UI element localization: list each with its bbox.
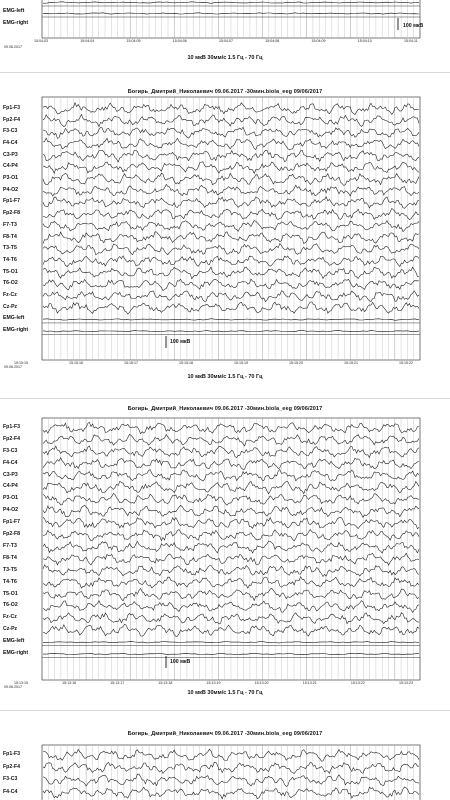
time-tick-label: 15:15:15 xyxy=(14,361,28,365)
time-tick-label: 15:13:17 xyxy=(110,681,125,685)
recording-parameters: 10 мкВ 30мм/с 1.5 Гц - 70 Гц xyxy=(187,374,263,380)
page-title: Богирь_Дмитрий_Николаевич 09.06.2017 -30мин.biola_eeg 09/06/2017 xyxy=(127,406,323,412)
channel-label: P4-O2 xyxy=(3,507,18,514)
channel-label: F3-C3 xyxy=(3,776,18,783)
channel-label: F4-C4 xyxy=(3,788,18,795)
time-tick-label: 15:15:22 xyxy=(399,361,413,365)
time-tick-label: 15:13:23 xyxy=(399,681,413,685)
eeg-page-4 xyxy=(0,712,450,800)
channel-label: T4-T6 xyxy=(3,256,17,263)
page-separator xyxy=(0,398,450,399)
record-date: 09.06.2017 xyxy=(4,45,22,49)
page-separator xyxy=(0,72,450,73)
time-tick-label: 15:13:19 xyxy=(206,681,221,685)
channel-label: Fp1-F7 xyxy=(3,519,21,526)
channel-label: F8-T4 xyxy=(3,554,17,561)
time-tick-label: 15:13:22 xyxy=(350,681,365,685)
eeg-page-2 xyxy=(0,80,450,400)
channel-label: Cz-Pz xyxy=(3,303,18,310)
time-tick-label: 15:04:06 xyxy=(172,39,187,43)
channel-label: Fp1-F3 xyxy=(3,104,21,111)
channel-label: F7-T3 xyxy=(3,542,17,549)
channel-label: T3-T5 xyxy=(3,245,17,252)
time-tick-label: 15:13:16 xyxy=(62,681,77,685)
channel-label: Cz-Pz xyxy=(3,626,18,633)
channel-label: P4-O2 xyxy=(3,186,18,193)
channel-label: C4-P4 xyxy=(3,163,18,170)
record-date: 09.06.2017 xyxy=(4,685,22,689)
eeg-trace-area-3 xyxy=(0,400,450,700)
time-tick-label: 15:04:11 xyxy=(404,39,418,43)
amplitude-scale-label: 100 мкВ xyxy=(170,339,191,345)
channel-label: P3-O1 xyxy=(3,495,18,502)
amplitude-scale-label: 100 мкВ xyxy=(170,659,191,665)
time-tick-label: 15:13:20 xyxy=(254,681,269,685)
channel-label: F3-C3 xyxy=(3,128,18,135)
channel-label: T4-T6 xyxy=(3,578,17,585)
channel-label: T6-O2 xyxy=(3,280,18,287)
time-tick-label: 15:04:04 xyxy=(80,39,95,43)
channel-label: F4-C4 xyxy=(3,459,18,466)
channel-label: Fp2-F4 xyxy=(3,116,21,123)
time-tick-label: 15:13:18 xyxy=(158,681,173,685)
time-tick-label: 15:15:20 xyxy=(289,361,303,365)
time-tick-label: 15:04:07 xyxy=(219,39,233,43)
recording-parameters: 10 мкВ 30мм/с 1.5 Гц - 70 Гц xyxy=(187,690,263,696)
time-tick-label: 15:15:16 xyxy=(69,361,83,365)
channel-label: Fp1-F3 xyxy=(3,423,21,430)
channel-label: P3-O1 xyxy=(3,175,18,182)
channel-label: T5-O1 xyxy=(3,590,18,597)
channel-label: Fp2-F8 xyxy=(3,531,21,538)
channel-label: T5-O1 xyxy=(3,268,18,275)
channel-label: Fp2-F8 xyxy=(3,210,21,217)
channel-label: F7-T3 xyxy=(3,221,17,228)
channel-label: C3-P3 xyxy=(3,151,18,158)
eeg-page-1 xyxy=(0,0,450,72)
channel-label: Fp2-F4 xyxy=(3,435,21,442)
eeg-page-3 xyxy=(0,400,450,700)
channel-label: Fp1-F7 xyxy=(3,198,21,205)
channel-label: EMG-left xyxy=(3,638,25,645)
channel-label: EMG-left xyxy=(3,315,25,322)
channel-label: T3-T5 xyxy=(3,566,17,573)
time-tick-label: 15:04:05 xyxy=(126,39,141,43)
recording-parameters: 10 мкВ 30мм/с 1.5 Гц - 70 Гц xyxy=(187,55,263,61)
page-title: Богирь_Дмитрий_Николаевич 09.06.2017 -30мин.biola_eeg 09/06/2017 xyxy=(127,89,323,95)
time-tick-label: 15:13:15 xyxy=(14,681,28,685)
time-tick-label: 15:04:10 xyxy=(357,39,372,43)
channel-label: F8-T4 xyxy=(3,233,17,240)
channel-label: EMG-right xyxy=(3,327,29,334)
time-tick-label: 15:15:21 xyxy=(344,361,358,365)
time-tick-label: 15:04:08 xyxy=(265,39,280,43)
channel-label: F3-C3 xyxy=(3,447,18,454)
channel-label: EMG-right xyxy=(3,20,29,26)
time-tick-label: 15:15:17 xyxy=(124,361,138,365)
channel-label: EMG-right xyxy=(3,650,29,657)
channel-label: EMG-left xyxy=(3,8,25,14)
time-tick-label: 15:04:09 xyxy=(311,39,326,43)
channel-label: Fz-Cz xyxy=(3,292,17,299)
time-tick-label: 15:15:19 xyxy=(234,361,248,365)
channel-label: Fp2-F4 xyxy=(3,763,21,770)
channel-label: C4-P4 xyxy=(3,483,18,490)
channel-label: T6-O2 xyxy=(3,602,18,609)
record-date: 09.06.2017 xyxy=(4,365,22,369)
channel-label: F4-C4 xyxy=(3,139,18,146)
time-tick-label: 15:13:21 xyxy=(302,681,317,685)
eeg-trace-area-1 xyxy=(0,0,450,72)
time-tick-label: 15:15:18 xyxy=(179,361,193,365)
channel-label: Fz-Cz xyxy=(3,614,17,621)
channel-label: Fp1-F3 xyxy=(3,751,21,758)
page-title: Богирь_Дмитрий_Николаевич 09.06.2017 -30мин.biola_eeg 09/06/2017 xyxy=(127,731,323,737)
page-separator xyxy=(0,710,450,711)
amplitude-scale-label: 100 мкВ xyxy=(403,23,424,29)
channel-label: C3-P3 xyxy=(3,471,18,478)
time-tick-label: 15:04:03 xyxy=(34,39,48,43)
eeg-trace-area-2 xyxy=(0,80,450,400)
eeg-trace-area-4 xyxy=(0,712,450,800)
